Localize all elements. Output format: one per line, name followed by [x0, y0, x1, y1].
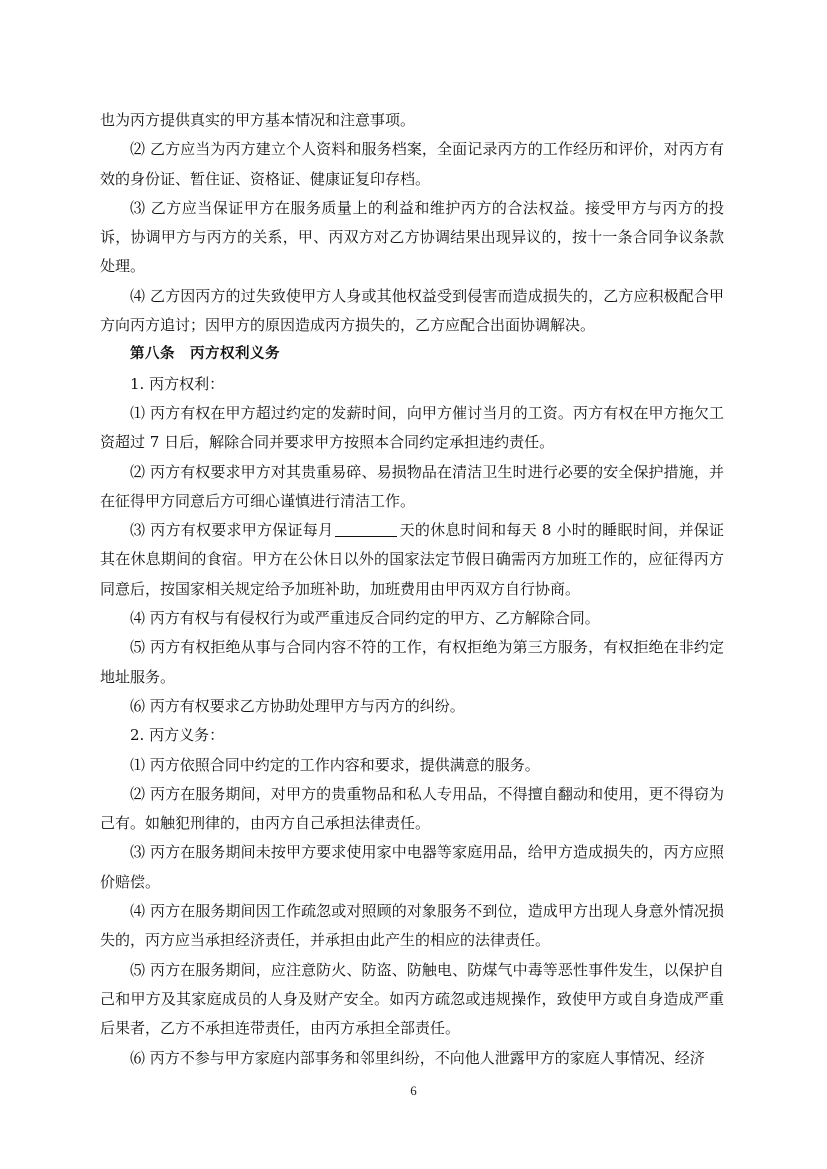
- clause-item: ⑷ 丙方有权与有侵权行为或严重违反合同约定的甲方、乙方解除合同。: [130, 609, 600, 628]
- clause-item: ⑴ 丙方有权在甲方超过约定的发薪时间，向甲方催讨当月的工资。丙方有权在甲方拖欠工资超过 7 日后，解除合同并要求甲方按照本合同约定承担违约责任。: [100, 403, 724, 452]
- clause-item: ⑸ 丙方在服务期间，应注意防火、防盗、防触电、防煤气中毒等恶性事件发生，以保护自己和甲方及其家庭成员的人身及财产安全。如丙方疏忽或违规操作，致使甲方或自身造成严重后果者，乙方不承担连带责任，由丙方承担全部责任。: [100, 960, 724, 1038]
- clause-text-before: ⑶ 丙方有权要求甲方保证每月: [130, 521, 334, 540]
- clause-item: ⑶ 丙方在服务期间未按甲方要求使用家中电器等家庭用品，给甲方造成损失的，丙方应照价赔偿。: [100, 843, 724, 891]
- clause-item: ⑹ 丙方不参与甲方家庭内部事务和邻里纠纷，不向他人泄露甲方的家庭人事情况、经济: [130, 1048, 705, 1067]
- section-subheading: 2. 丙方义务：: [130, 726, 225, 745]
- clause-item: ⑵ 乙方应当为丙方建立个人资料和服务档案，全面记录丙方的工作经历和评价，对丙方有效的身份证、暂住证、资格证、健康证复印存档。: [100, 140, 724, 188]
- clause-item: ⑴ 丙方依照合同中约定的工作内容和要求，提供满意的服务。: [130, 755, 540, 774]
- clause-text-after: 天的休息时间和每天 8 小时的睡眠时间，并保证其在休息期间的食宿。甲方在公休日以外的国家法定节假日确需丙方加班工作的，应征得丙方同意后，按国家相关规定给予加班补助，加班费用由甲丙双方自行协商。: [100, 521, 724, 598]
- clause-item: ⑷ 丙方在服务期间因工作疏忽或对照顾的对象服务不到位，造成甲方出现人身意外情况损失的，丙方应当承担经济责任，并承担由此产生的相应的法律责任。: [100, 902, 724, 950]
- section-subheading: 1. 丙方权利：: [130, 374, 225, 393]
- paragraph-continuation: 也为丙方提供真实的甲方基本情况和注意事项。: [100, 111, 416, 129]
- clause-item: ⑶ 乙方应当保证甲方在服务质量上的利益和维护丙方的合法权益。接受甲方与丙方的投诉，协调甲方与丙方的关系，甲、丙双方对乙方协调结果出现异议的，按十一条合同争议条款处理。: [100, 198, 724, 276]
- article-heading: 第八条 丙方权利义务: [130, 346, 280, 363]
- clause-item: ⑸ 丙方有权拒绝从事与合同内容不符的工作，有权拒绝为第三方服务，有权拒绝在非约定地址服务。: [100, 638, 724, 686]
- page-number: 6: [410, 1083, 417, 1098]
- clause-item: ⑹ 丙方有权要求乙方协助处理甲方与丙方的纠纷。: [130, 696, 465, 715]
- fill-in-blank-days: [335, 521, 397, 537]
- clause-item: ⑷ 乙方因丙方的过失致使甲方人身或其他权益受到侵害而造成损失的，乙方应积极配合甲方向丙方追讨；因甲方的原因造成丙方损失的，乙方应配合出面协调解决。: [100, 286, 724, 335]
- document-body: [100, 106, 724, 1073]
- clause-item-with-blank: [100, 516, 724, 604]
- clause-item: ⑵ 丙方有权要求甲方对其贵重易碎、易损物品在清洁卫生时进行必要的安全保护措施，并在征得甲方同意后方可细心谨慎进行清洁工作。: [100, 462, 724, 510]
- clause-item: ⑵ 丙方在服务期间，对甲方的贵重物品和私人专用品，不得擅自翻动和使用，更不得窃为己有。如触犯刑律的，由丙方自己承担法律责任。: [100, 784, 724, 833]
